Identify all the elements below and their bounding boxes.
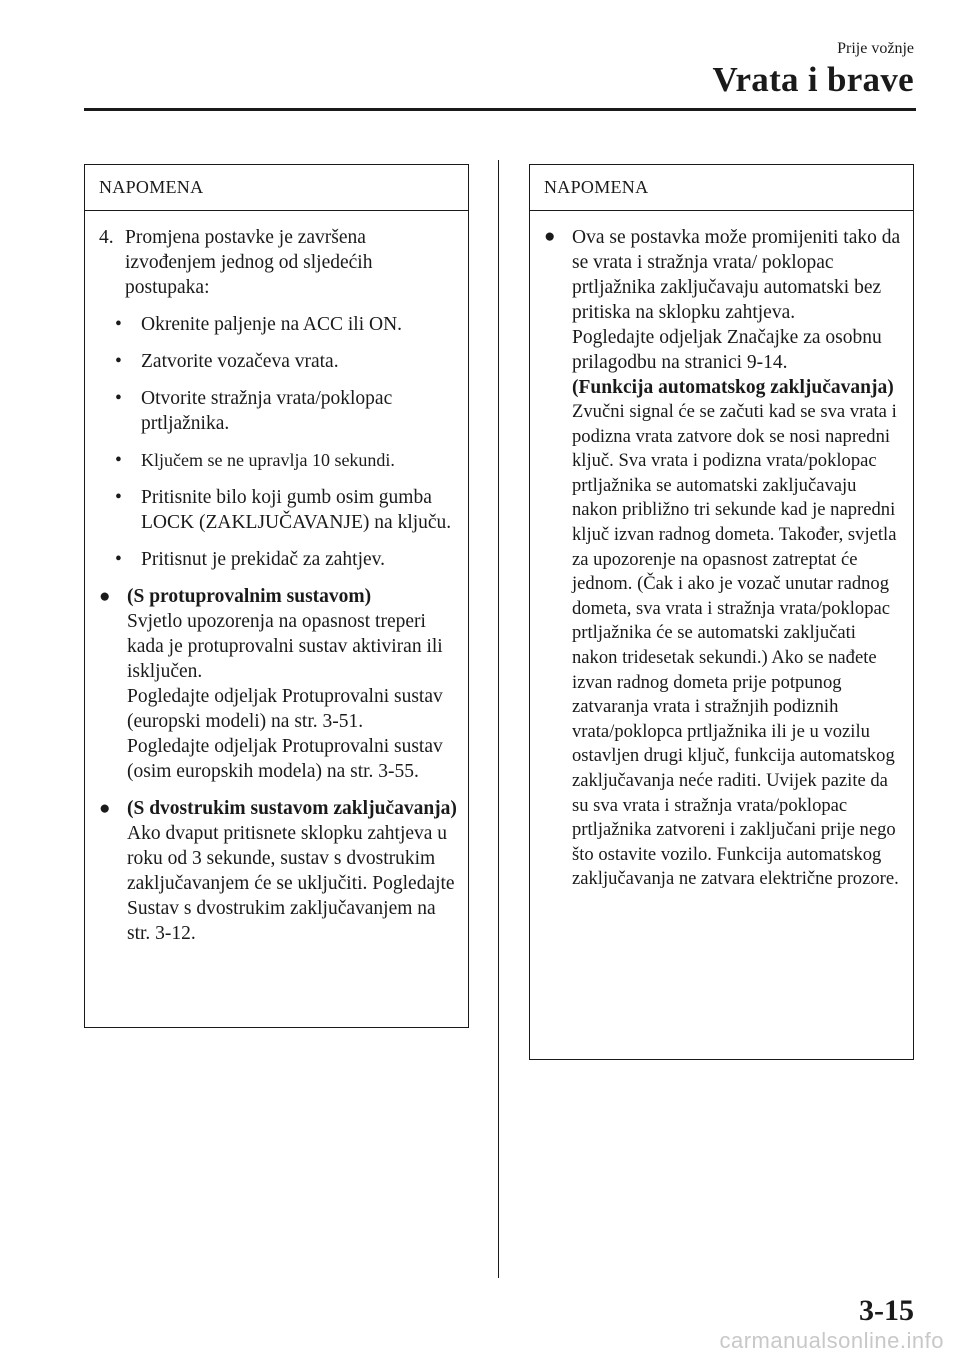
step-text: Promjena postavke je završena izvođenjem jednog od sljedećih postupaka:: [125, 227, 373, 298]
bullet-icon: •: [115, 487, 122, 508]
note-box-left: [84, 164, 469, 1028]
list-item-text: Pritisnite bilo koji gumb osim gumba LOCK (ZAKLJUČAVANJE) na ključu.: [141, 487, 452, 533]
note-box-right: [529, 164, 914, 1060]
bullet-line: Pogledajte odjeljak Protuprovalni sustav (europski modeli) na str. 3-51.: [127, 686, 443, 732]
note-reference: Pogledajte odjeljak Značajke za osobnu prilagodbu na stranici 9-14.: [572, 327, 882, 373]
list-item: [99, 349, 458, 374]
list-item-text: Otvorite stražnja vrata/poklopac prtljažnika.: [141, 388, 393, 434]
step-item: [99, 225, 458, 300]
bullet-line: Svjetlo upozorenja na opasnost treperi kada je protuprovalni sustav aktiviran ili isključen.: [127, 611, 443, 682]
bullet-heading: (S protuprovalnim sustavom): [127, 586, 372, 607]
bullet-icon: •: [115, 549, 122, 570]
sub-list: [99, 312, 458, 572]
list-item: [99, 312, 458, 337]
bullet-line: Pogledajte odjeljak Protuprovalni sustav (osim europskih modela) na str. 3-55.: [127, 736, 443, 782]
bullet-text: [127, 584, 458, 784]
bullet-icon: ●: [544, 226, 556, 247]
header-rule: [84, 108, 916, 111]
list-item: [99, 386, 458, 436]
section-title: Prije vožnje: [837, 40, 914, 57]
bullet-line: Ako dvaput pritisnete sklopku zahtjeva u roku od 3 sekunde, sustav s dvostrukim zaključavanjem će se uključiti. Pogledajte Sustav s dvostrukim zaključavanjem na str. 3-12.: [127, 823, 455, 944]
list-item: [99, 547, 458, 572]
note-body-text: Zvučni signal će se začuti kad se sva vrata i podizna vrata zatvore dok se nosi napredni ključ. Sva vrata i podizna vrata/poklopac prtljažnika se automatski zaključavaju nakon približno tri sekunde kad je napredni ključ izvan radnog dometa. Također, svjetla za upozorenje na opasnost zatreptat će jednom. (Čak i ako je vozač unutar radnog dometa, sva vrata i stražnja vrata/poklopac prtljažnika će se automatski zaključati nakon tridesetak sekundi.) Ako se nađete izvan radnog dometa prije potpunog zatvaranja vrata i stražnjih podiznih vrata/poklopca prtljažnika ili je u vozilu ostavljen drugi ključ, funkcija automatskog zaključavanja neće raditi. Uvijek pazite da su sva vrata i stražnja vrata/poklopac prtljažnika zatvoreni i zaključani prije nego što ostavite vozilo. Funkcija automatskog zaključavanja ne zatvara električne prozore.: [572, 401, 899, 890]
bullet-heading: (S dvostrukim sustavom zaključavanja): [127, 798, 457, 819]
note-title: NAPOMENA: [85, 165, 468, 211]
bullet-icon: •: [115, 351, 122, 372]
watermark: carmanualsonline.info: [719, 1328, 944, 1353]
bullet-item: [99, 584, 458, 784]
note-intro: Ova se postavka može promijeniti tako da se vrata i stražnja vrata/ poklopac prtljažnika zaključavaju automatski bez pritiska na sklopku zahtjeva.: [572, 227, 901, 323]
chapter-title: Vrata i brave: [712, 60, 914, 99]
bullet-icon: •: [115, 450, 122, 471]
note-title: NAPOMENA: [530, 165, 913, 211]
bullet-icon: ●: [99, 586, 111, 607]
bullet-text: [127, 796, 458, 946]
bullet-item: [544, 225, 903, 892]
bullet-icon: •: [115, 314, 122, 335]
bullet-text: [572, 225, 903, 892]
column-divider: [498, 160, 499, 1278]
bullet-icon: •: [115, 388, 122, 409]
note-heading: (Funkcija automatskog zaključavanja): [572, 377, 894, 398]
list-item-text: Pritisnut je prekidač za zahtjev.: [141, 549, 386, 570]
note-body: [530, 211, 913, 892]
list-item: [99, 485, 458, 535]
bullet-icon: ●: [99, 798, 111, 819]
page-number: 3-15: [859, 1294, 914, 1327]
list-item: [99, 448, 458, 473]
note-body: [85, 211, 468, 946]
list-item-text: Okrenite paljenje na ACC ili ON.: [141, 314, 403, 335]
list-item-text: Zatvorite vozačeva vrata.: [141, 351, 339, 372]
step-number: 4.: [99, 227, 114, 248]
bullet-item: [99, 796, 458, 946]
list-item-text: Ključem se ne upravlja 10 sekundi.: [141, 450, 395, 470]
